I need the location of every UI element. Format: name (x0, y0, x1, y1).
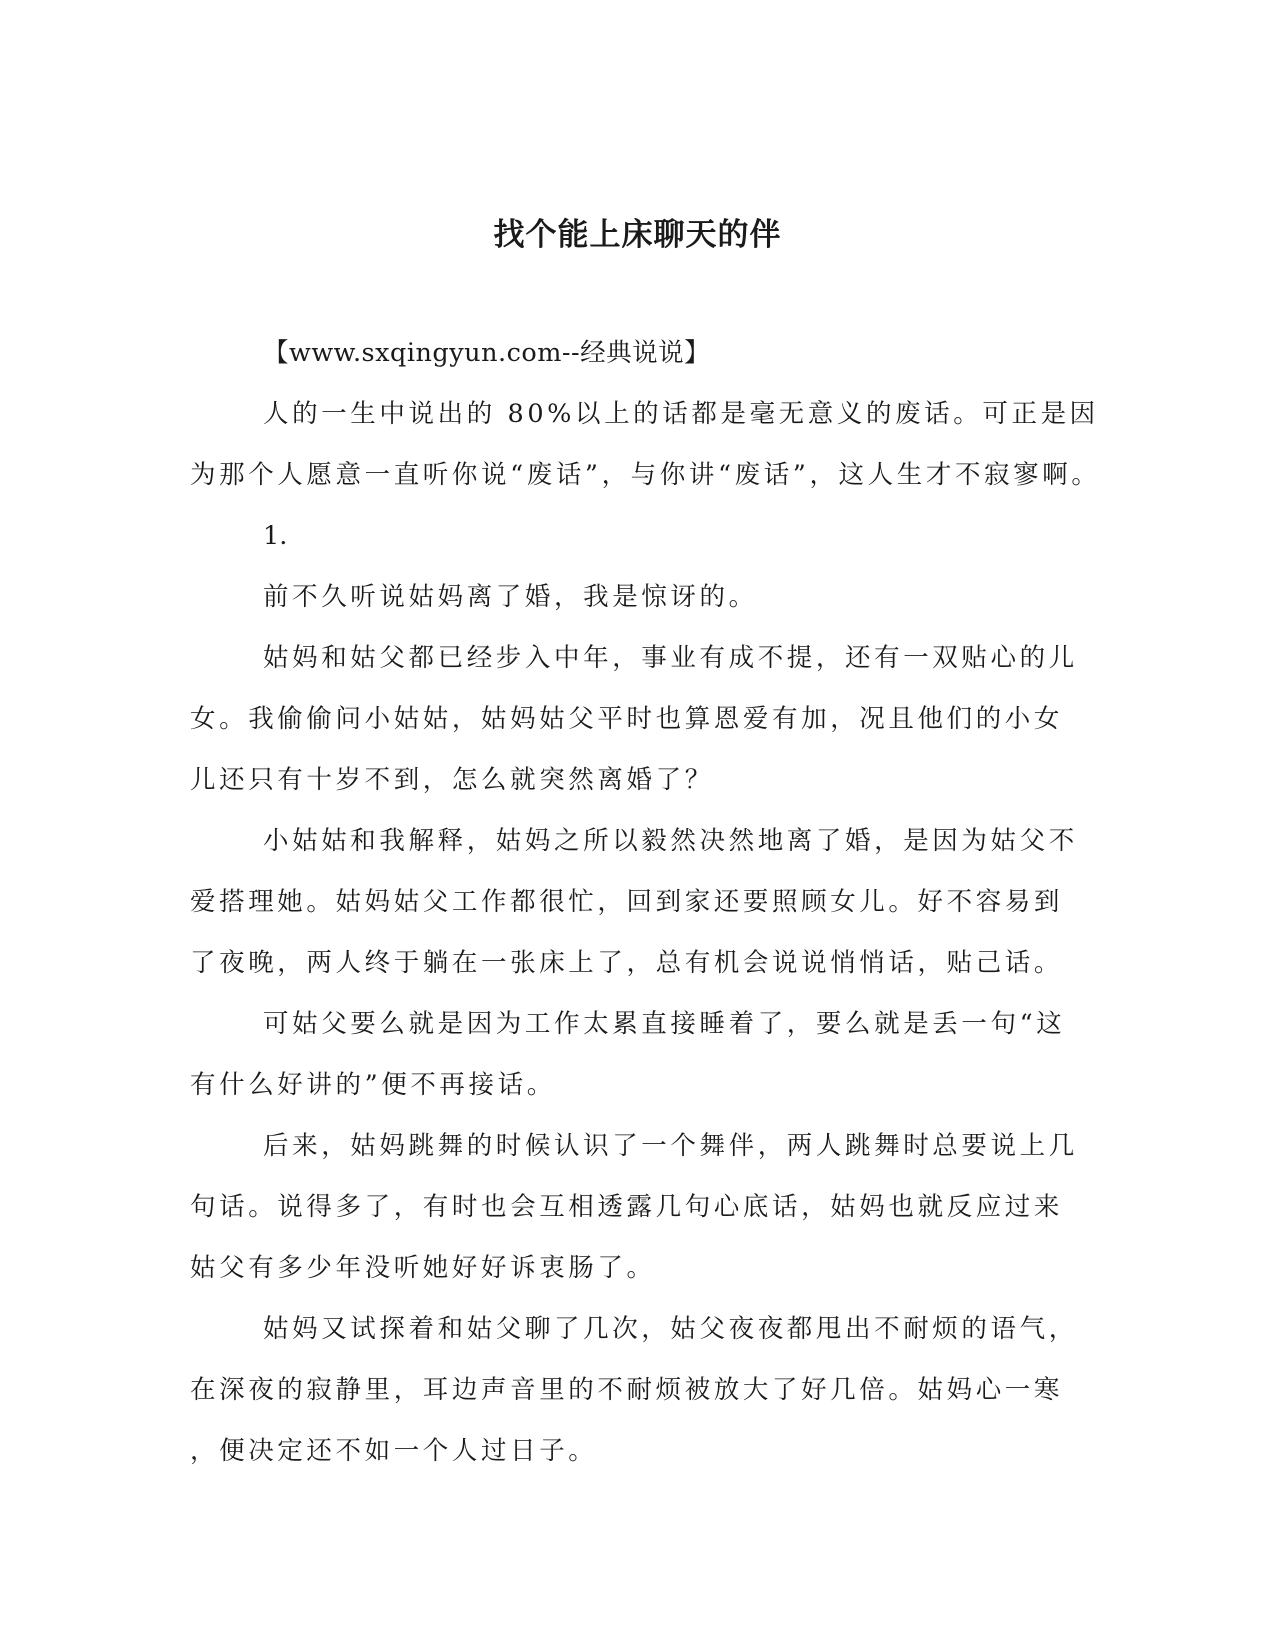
source-line: 【www.sxqingyun.com--经典说说】 (263, 338, 711, 368)
paragraph-line: 句话。说得多了，有时也会互相透露几句心底话，姑妈也就反应过来 (190, 1192, 1064, 1222)
paragraph-line: 姑父有多少年没听她好好诉衷肠了。 (190, 1253, 656, 1283)
document-body (190, 330, 1101, 1489)
paragraph-line: 为那个人愿意一直听你说“废话”，与你讲“废话”，这人生才不寂寥啊。 (190, 460, 1101, 490)
paragraph-line: 儿还只有十岁不到，怎么就突然离婚了？ (190, 765, 714, 795)
paragraph-line: 女。我偷偷问小姑姑，姑妈姑父平时也算恩爱有加，况且他们的小女 (190, 704, 1064, 734)
paragraph-line: 可姑父要么就是因为工作太累直接睡着了，要么就是丢一句“这 (263, 1009, 1066, 1039)
paragraph-line: 姑妈和姑父都已经步入中年，事业有成不提，还有一双贴心的儿 (263, 643, 1078, 673)
paragraph-line: 人的一生中说出的 80%以上的话都是毫无意义的废话。可正是因 (263, 399, 1099, 429)
paragraph-line: 有什么好讲的”便不再接话。 (190, 1070, 556, 1100)
paragraph-line: 在深夜的寂静里，耳边声音里的不耐烦被放大了好几倍。姑妈心一寒 (190, 1375, 1064, 1405)
paragraph-line: 了夜晚，两人终于躺在一张床上了，总有机会说说悄悄话，贴己话。 (190, 948, 1064, 978)
paragraph-line: 爱搭理她。姑妈姑父工作都很忙，回到家还要照顾女儿。好不容易到 (190, 887, 1064, 917)
paragraph-line: 小姑姑和我解释，姑妈之所以毅然决然地离了婚，是因为姑父不 (263, 826, 1078, 856)
paragraph-line: 后来，姑妈跳舞的时候认识了一个舞伴，两人跳舞时总要说上几 (263, 1131, 1078, 1161)
paragraph-line: 姑妈又试探着和姑父聊了几次，姑父夜夜都甩出不耐烦的语气， (263, 1314, 1078, 1344)
paragraph-line: ，便决定还不如一个人过日子。 (190, 1436, 598, 1466)
document-title: 找个能上床聊天的伴 (493, 217, 782, 253)
paragraph-line: 前不久听说姑妈离了婚，我是惊讶的。 (263, 582, 758, 612)
section-number: 1. (263, 521, 288, 551)
